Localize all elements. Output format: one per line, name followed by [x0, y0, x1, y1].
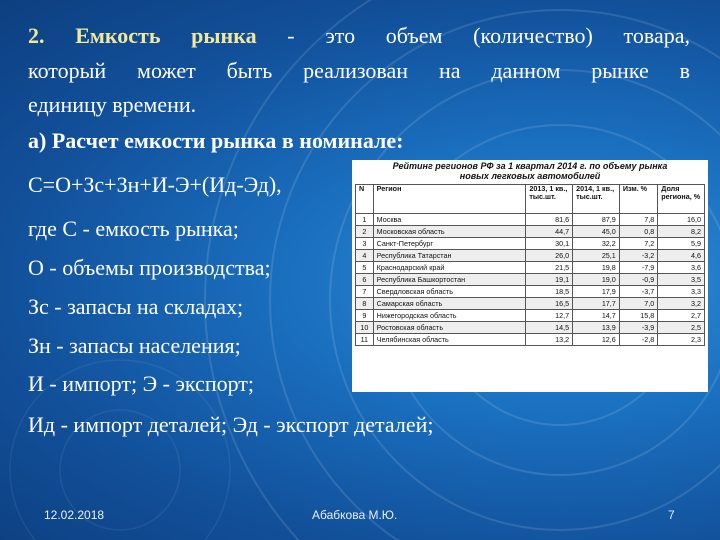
- cell-2013: 19,1: [526, 274, 573, 286]
- cell-2014: 17,7: [573, 298, 620, 310]
- cell-rank: 2: [356, 226, 374, 238]
- cell-share: 2,7: [658, 310, 705, 322]
- definition-line-1: [28, 20, 690, 51]
- definition-text-1: - это объем (количество) товара,: [256, 23, 691, 48]
- heading-nominal: а) Расчет емкости рынка в номинале:: [28, 128, 404, 153]
- formula: С=О+Зс+Зн+И-Э+(Ид-Эд),: [28, 172, 282, 197]
- cell-2014: 87,9: [573, 214, 620, 226]
- cell-share: 3,6: [658, 262, 705, 274]
- table-row: [356, 334, 705, 346]
- cell-rank: 3: [356, 238, 374, 250]
- cell-share: 3,2: [658, 298, 705, 310]
- header-n: N: [356, 185, 374, 214]
- table-title-line-1: Рейтинг регионов РФ за 1 квартал 2014 г. по объему рынка: [392, 161, 668, 171]
- table-header-row: [356, 185, 705, 214]
- table-title: [352, 160, 708, 181]
- cell-region: Санкт-Петербург: [373, 238, 526, 250]
- cell-region: Нижегородская область: [373, 310, 526, 322]
- header-region: Регион: [373, 185, 526, 214]
- cell-change: 15,8: [619, 310, 657, 322]
- cell-rank: 5: [356, 262, 374, 274]
- cell-2013: 14,5: [526, 322, 573, 334]
- cell-region: Республика Татарстан: [373, 250, 526, 262]
- cell-2013: 12,7: [526, 310, 573, 322]
- cell-change: -3,2: [619, 250, 657, 262]
- footer-date: 12.02.2018: [44, 508, 105, 522]
- legend-item: И - импорт; Э - экспорт;: [28, 371, 255, 396]
- legend-item: О - объемы производства;: [28, 255, 271, 280]
- cell-change: -7,9: [619, 262, 657, 274]
- header-2014: 2014, 1 кв., тыс.шт.: [573, 185, 620, 214]
- cell-region: Самарская область: [373, 298, 526, 310]
- cell-share: 2,3: [658, 334, 705, 346]
- cell-change: 0,8: [619, 226, 657, 238]
- cell-2013: 81,6: [526, 214, 573, 226]
- cell-2014: 12,6: [573, 334, 620, 346]
- cell-rank: 9: [356, 310, 374, 322]
- cell-rank: 11: [356, 334, 374, 346]
- table-row: [356, 262, 705, 274]
- cell-rank: 1: [356, 214, 374, 226]
- cell-change: 7,0: [619, 298, 657, 310]
- cell-share: 3,5: [658, 274, 705, 286]
- footer-author: Абабкова М.Ю.: [312, 508, 398, 522]
- table-row: [356, 214, 705, 226]
- cell-change: -3,9: [619, 322, 657, 334]
- cell-2014: 45,0: [573, 226, 620, 238]
- table-row: [356, 238, 705, 250]
- table-title-line-2: новых легковых автомобилей: [459, 171, 601, 181]
- cell-change: -3,7: [619, 286, 657, 298]
- cell-share: 5,9: [658, 238, 705, 250]
- cell-2014: 14,7: [573, 310, 620, 322]
- cell-2014: 13,9: [573, 322, 620, 334]
- cell-change: 7,2: [619, 238, 657, 250]
- cell-2014: 17,9: [573, 286, 620, 298]
- definition-number: 2.: [28, 23, 45, 48]
- table-row: [356, 322, 705, 334]
- cell-2014: 19,8: [573, 262, 620, 274]
- table-row: [356, 286, 705, 298]
- cell-rank: 7: [356, 286, 374, 298]
- header-share: Доля региона, %: [658, 185, 705, 214]
- cell-region: Республика Башкортостан: [373, 274, 526, 286]
- legend-item: Зн - запасы населения;: [28, 333, 241, 358]
- legend-item: Зс - запасы на складах;: [28, 294, 244, 319]
- legend-item: где С - емкость рынка;: [28, 216, 239, 241]
- table-row: [356, 226, 705, 238]
- cell-share: 8,2: [658, 226, 705, 238]
- table-row: [356, 310, 705, 322]
- cell-region: Московская область: [373, 226, 526, 238]
- cell-2013: 13,2: [526, 334, 573, 346]
- cell-2014: 19,0: [573, 274, 620, 286]
- cell-2013: 26,0: [526, 250, 573, 262]
- cell-share: 2,5: [658, 322, 705, 334]
- definition-term: Емкость рынка: [75, 23, 257, 48]
- cell-2013: 21,5: [526, 262, 573, 274]
- cell-share: 4,6: [658, 250, 705, 262]
- definition-line-2: который может быть реализован на данном рынке в: [28, 58, 690, 83]
- table-row: [356, 250, 705, 262]
- cell-2013: 16,5: [526, 298, 573, 310]
- cell-share: 16,0: [658, 214, 705, 226]
- cell-rank: 10: [356, 322, 374, 334]
- table-body: [356, 214, 705, 346]
- cell-rank: 8: [356, 298, 374, 310]
- cell-share: 3,3: [658, 286, 705, 298]
- cell-2013: 18,5: [526, 286, 573, 298]
- region-rating-table: [355, 184, 705, 346]
- footer-page-number: 7: [668, 508, 675, 522]
- table-row: [356, 298, 705, 310]
- cell-change: 7,8: [619, 214, 657, 226]
- cell-change: -2,8: [619, 334, 657, 346]
- cell-region: Москва: [373, 214, 526, 226]
- cell-2013: 44,7: [526, 226, 573, 238]
- cell-change: -0,9: [619, 274, 657, 286]
- definition-line-3: единицу времени.: [28, 92, 197, 117]
- header-change: Изм. %: [619, 185, 657, 214]
- table-row: [356, 274, 705, 286]
- header-2013: 2013, 1 кв., тыс.шт.: [526, 185, 573, 214]
- cell-rank: 6: [356, 274, 374, 286]
- cell-rank: 4: [356, 250, 374, 262]
- cell-region: Свердловская область: [373, 286, 526, 298]
- cell-region: Краснодарский край: [373, 262, 526, 274]
- cell-region: Челябинская область: [373, 334, 526, 346]
- legend-item: Ид - импорт деталей; Эд - экспорт деталей;: [28, 412, 434, 437]
- cell-2014: 25,1: [573, 250, 620, 262]
- cell-2013: 30,1: [526, 238, 573, 250]
- cell-region: Ростовская область: [373, 322, 526, 334]
- region-rating-table-image: [352, 160, 708, 392]
- cell-2014: 32,2: [573, 238, 620, 250]
